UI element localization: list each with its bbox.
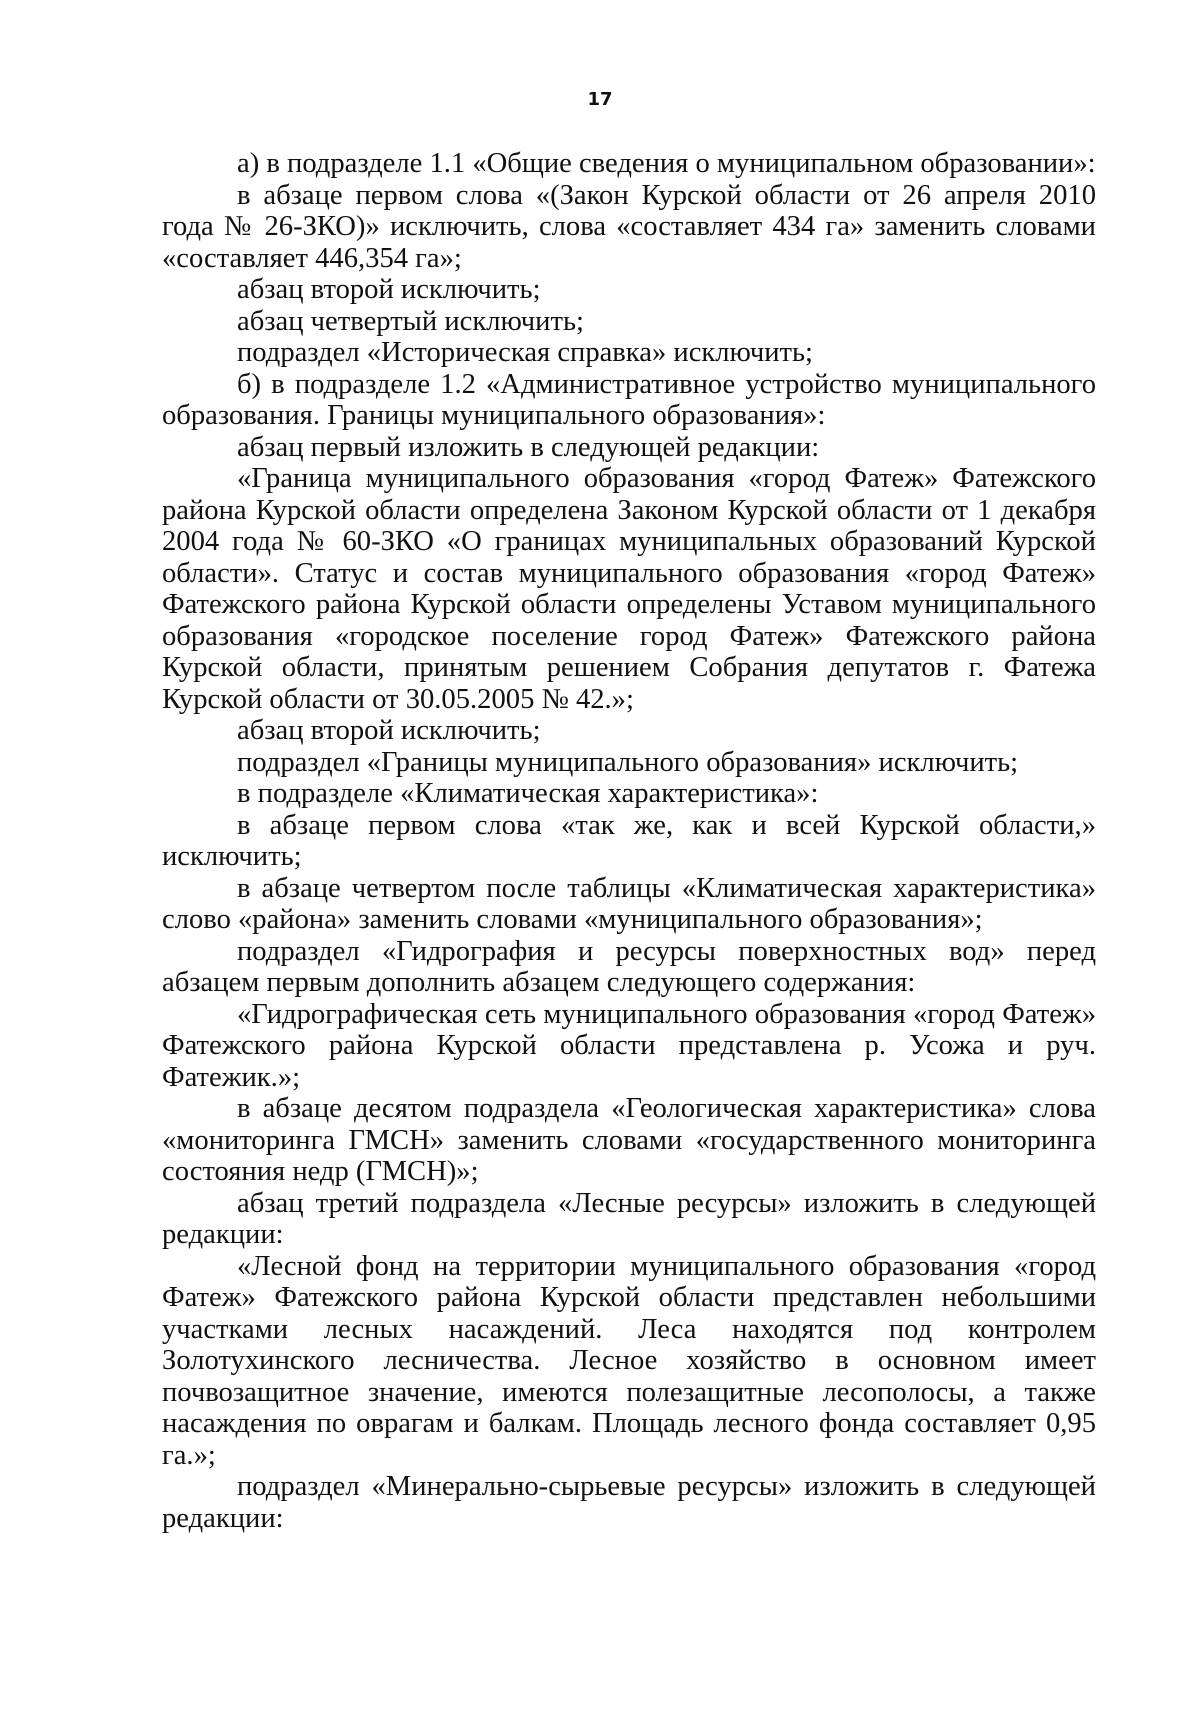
paragraph: подраздел «Историческая справка» исключить; [237, 337, 813, 368]
paragraph: подраздел «Границы муниципального образования» исключить; [237, 746, 1019, 778]
paragraph: абзац четвертый исключить; [237, 305, 584, 337]
paragraph: подраздел «Минерально-сырьевые ресурсы» изложить в следующей редакции: [162, 1471, 1096, 1534]
paragraph: в абзаце первом слова «(Закон Курской области от 26 апреля 2010 года № 26-ЗКО)» исключить, слова «составляет 434 га» заменить словами «составляет 446,354 га»; [162, 179, 1096, 274]
document-body [162, 148, 1096, 1534]
paragraph: в подразделе «Климатическая характеристика»: [237, 778, 819, 809]
paragraph: в абзаце первом слова «так же, как и всей Курской области,» исключить; [162, 809, 1096, 872]
paragraph: абзац второй исключить; [237, 715, 541, 746]
paragraph: абзац первый изложить в следующей редакции: [237, 431, 820, 463]
paragraph: «Лесной фонд на территории муниципального образования «город Фатеж» Фатежского района Курской области представлен небольшими участками лесных насаждений. Леса находятся под контролем Золотухинского лесничества. Лесное хозяйство в основном имеет почвозащитное значение, имеются полезащитные лесополосы, а также насаждения по оврагам и балкам. Площадь лесного фонда составляет 0,95 га.»; [162, 1250, 1096, 1471]
paragraph: подраздел «Гидрография и ресурсы поверхностных вод» перед абзацем первым дополнить абзацем следующего содержания: [162, 935, 1096, 998]
page-number: 17 [587, 89, 613, 110]
paragraph: абзац третий подраздела «Лесные ресурсы» изложить в следующей редакции: [162, 1187, 1096, 1250]
paragraph: в абзаце десятом подраздела «Геологическая характеристика» слова «мониторинга ГМСН» заменить словами «государственного мониторинга состояния недр (ГМСН)»; [162, 1093, 1096, 1187]
paragraph: «Граница муниципального образования «город Фатеж» Фатежского района Курской области определена Законом Курской области от 1 декабря 2004 года № 60-ЗКО «О границах муниципальных образований Курской области». Статус и состав муниципального образования «город Фатеж» Фатежского района Курской области определены Уставом муниципального образования «городское поселение город Фатеж» Фатежского района Курской области, принятым решением Собрания депутатов г. Фатежа Курской области от 30.05.2005 № 42.»; [162, 463, 1096, 715]
paragraph: б) в подразделе 1.2 «Административное устройство муниципального образования. Границы муниципального образования»: [162, 368, 1096, 431]
paragraph: «Гидрографическая сеть муниципального образования «город Фатеж» Фатежского района Курской области представлена р. Усожа и руч. Фатежик.»; [162, 998, 1096, 1093]
paragraph: в абзаце четвертом после таблицы «Климатическая характеристика» слово «района» заменить словами «муниципального образования»; [162, 872, 1096, 935]
paragraph: а) в подразделе 1.1 «Общие сведения о муниципальном образовании»: [237, 148, 1096, 179]
paragraph: абзац второй исключить; [237, 274, 541, 305]
